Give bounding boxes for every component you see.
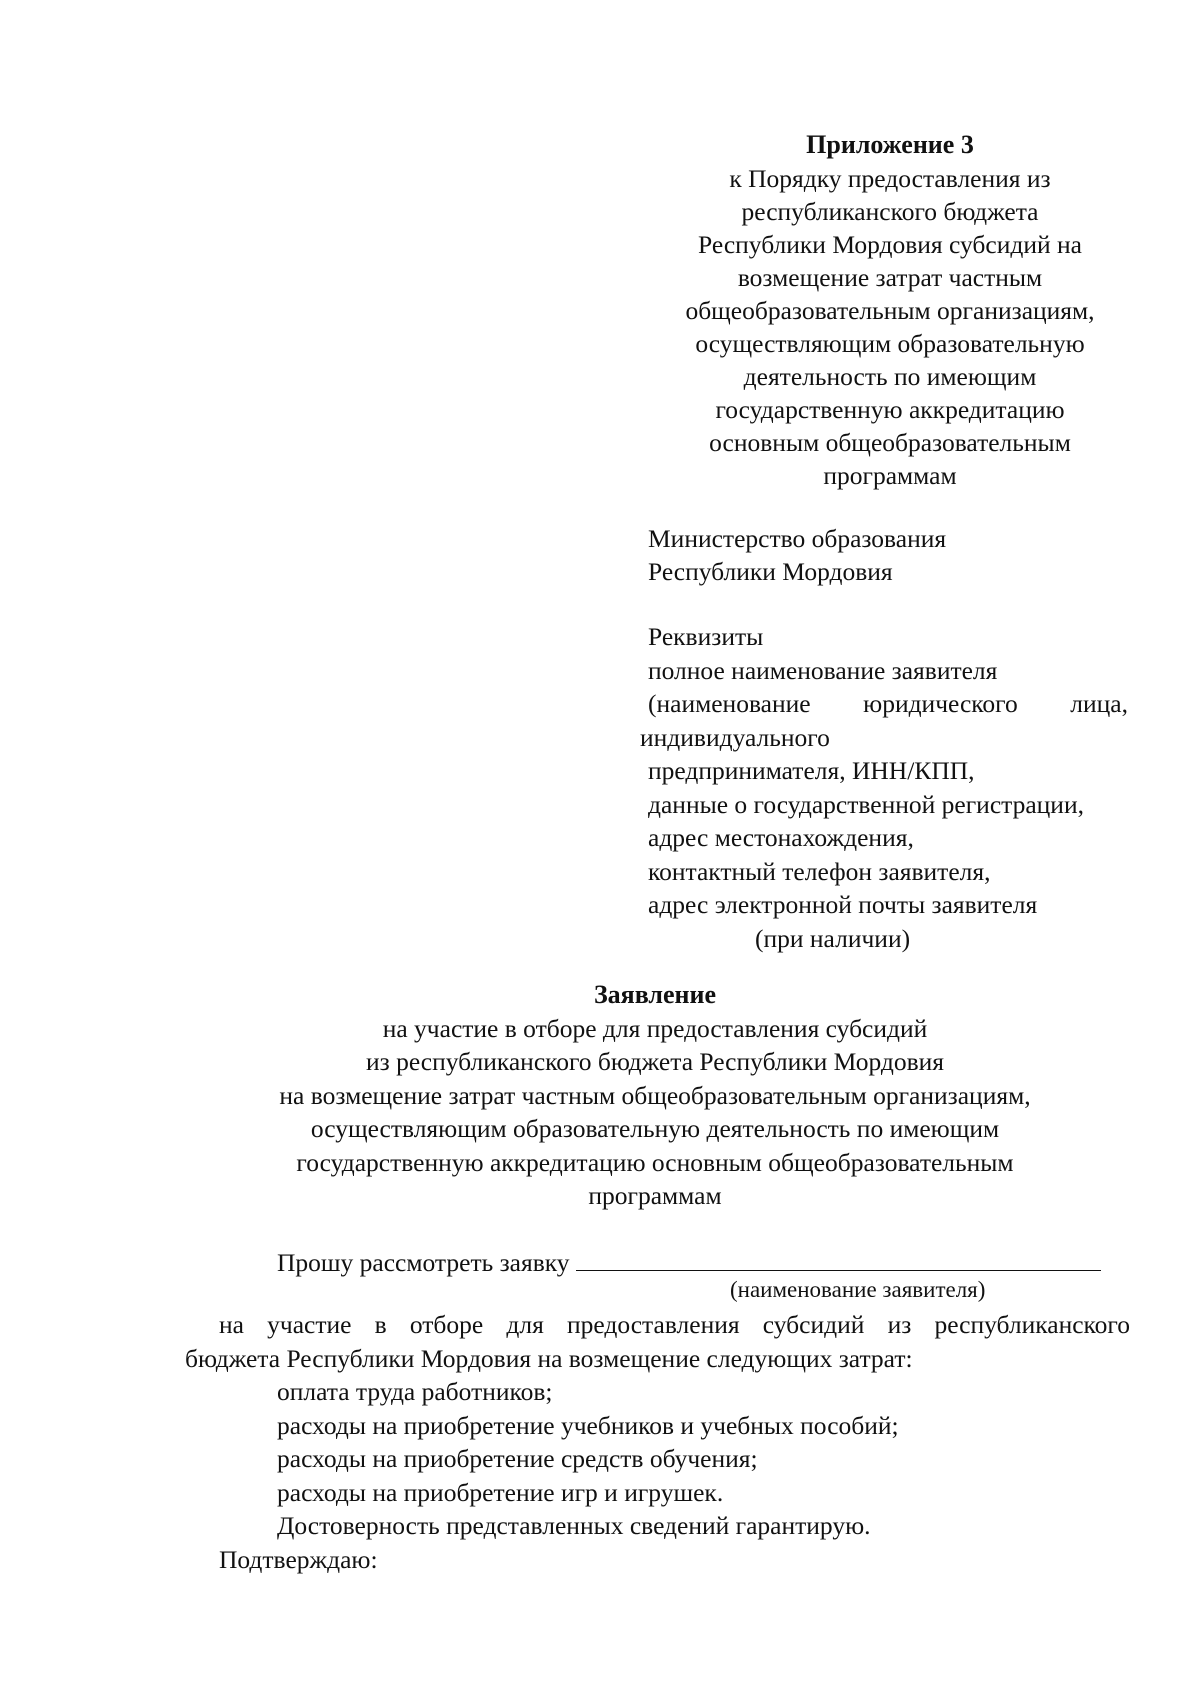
- paragraph-word: для: [506, 1310, 544, 1339]
- expense-item: оплата труда работников;: [277, 1377, 553, 1406]
- requisites-block: [640, 620, 1130, 955]
- paragraph-word: из: [887, 1310, 912, 1339]
- paragraph-word: в: [374, 1310, 387, 1339]
- paragraph-justified-line: [185, 1308, 1130, 1342]
- appendix-line: к Порядку предоставления из: [729, 164, 1051, 193]
- paragraph-word: субсидий: [762, 1310, 865, 1339]
- requisites-line: данные о государственной регистрации,: [648, 789, 1084, 819]
- guarantee-line: Достоверность представленных сведений гарантирую.: [277, 1511, 871, 1540]
- appendix-line: деятельность по имеющим: [743, 362, 1037, 391]
- requisites-line: предпринимателя, ИНН/КПП,: [648, 756, 975, 785]
- appendix-line: программам: [823, 461, 957, 490]
- paragraph-word: отборе: [409, 1310, 484, 1339]
- statement-line: осуществляющим образовательную деятельность по имеющим: [310, 1114, 1000, 1143]
- confirm-line: Подтверждаю:: [219, 1544, 378, 1574]
- appendix-line: государственную аккредитацию: [715, 395, 1065, 424]
- statement-line: из республиканского бюджета Республики Мордовия: [365, 1047, 945, 1076]
- paragraph-line: бюджета Республики Мордовия на возмещение следующих затрат:: [185, 1343, 913, 1373]
- applicant-name-caption: (наименование заявителя): [730, 1277, 986, 1302]
- requisites-line: адрес местонахождения,: [648, 823, 914, 852]
- statement-line: на возмещение затрат частным общеобразовательным организациям,: [279, 1080, 1031, 1110]
- paragraph-word: участие: [267, 1310, 352, 1339]
- appendix-line: возмещение затрат частным: [737, 263, 1043, 292]
- requisites-note: (при наличии): [755, 923, 911, 953]
- statement-line: программам: [588, 1181, 722, 1210]
- appendix-line: общеобразовательным организациям,: [685, 296, 1095, 325]
- appendix-title: Приложение 3: [806, 130, 974, 159]
- appendix-line: основным общеобразовательным: [709, 428, 1071, 457]
- requisites-line: адрес электронной почты заявителя: [648, 890, 1038, 919]
- addressee-block: [648, 522, 946, 588]
- addressee-line: Республики Мордовия: [648, 557, 893, 586]
- paragraph-word: на: [219, 1310, 244, 1339]
- paragraph-word: предоставления: [567, 1310, 740, 1339]
- expense-item: расходы на приобретение игр и игрушек.: [277, 1477, 724, 1507]
- requisites-word: юридического: [863, 689, 1018, 718]
- expense-item: расходы на приобретение средств обучения;: [277, 1444, 758, 1473]
- addressee-line: Министерство образования: [648, 524, 947, 553]
- expense-item: расходы на приобретение учебников и учебных пособий;: [277, 1410, 899, 1440]
- appendix-line: Республики Мордовия субсидий на: [698, 230, 1082, 259]
- statement-line: на участие в отборе для предоставления субсидий: [382, 1013, 928, 1043]
- requisites-line: контактный телефон заявителя,: [648, 856, 991, 886]
- requisites-line: индивидуального: [640, 722, 830, 752]
- appendix-line: осуществляющим образовательную: [695, 329, 1085, 358]
- request-row: [185, 1244, 1130, 1278]
- applicant-name-field[interactable]: [576, 1244, 1101, 1271]
- request-label: Прошу рассмотреть заявку: [277, 1248, 570, 1277]
- statement-title: Заявление: [593, 980, 717, 1009]
- statement-body: [185, 1244, 1130, 1576]
- requisites-line: полное наименование заявителя: [648, 655, 998, 685]
- requisites-word: (наименование: [648, 689, 811, 718]
- requisites-heading: Реквизиты: [648, 622, 764, 651]
- requisites-word: лица,: [1070, 689, 1128, 718]
- paragraph-word: республиканского: [934, 1310, 1130, 1339]
- appendix-header: [640, 128, 1140, 492]
- statement-block: [180, 978, 1130, 1213]
- appendix-line: республиканского бюджета: [741, 197, 1039, 226]
- requisites-justified-line: [640, 687, 1128, 721]
- statement-line: государственную аккредитацию основным общеобразовательным: [296, 1147, 1014, 1177]
